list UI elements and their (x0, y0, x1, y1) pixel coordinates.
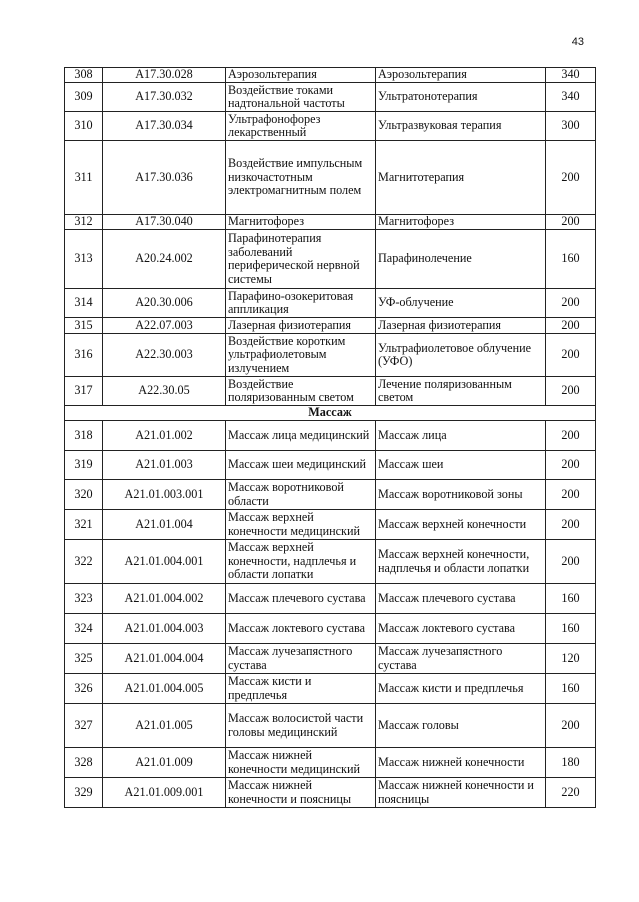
row-number: 318 (65, 421, 103, 451)
service-name: Массаж нижней конечности и поясницы (376, 778, 546, 808)
service-description: Аэрозольтерапия (226, 68, 376, 83)
service-name: Массаж головы (376, 704, 546, 748)
service-code: A22.30.003 (103, 334, 226, 377)
table-row (65, 614, 596, 644)
service-description: Парафино-озокеритовая аппликация (226, 289, 376, 318)
row-number: 312 (65, 215, 103, 230)
service-name: Массаж шеи (376, 451, 546, 480)
service-name: Массаж лучезапястного сустава (376, 644, 546, 674)
row-number: 308 (65, 68, 103, 83)
service-price: 200 (546, 421, 596, 451)
service-description: Массаж нижней конечности и поясницы (226, 778, 376, 808)
service-price: 200 (546, 141, 596, 215)
service-price: 200 (546, 318, 596, 334)
row-number: 310 (65, 112, 103, 141)
service-description: Лазерная физиотерапия (226, 318, 376, 334)
service-description: Массаж верхней конечности медицинский (226, 510, 376, 540)
row-number: 323 (65, 584, 103, 614)
table-row (65, 480, 596, 510)
service-description: Массаж плечевого сустава (226, 584, 376, 614)
service-code: A22.07.003 (103, 318, 226, 334)
service-name: Ультразвуковая терапия (376, 112, 546, 141)
service-description: Воздействие поляризованным светом (226, 377, 376, 406)
service-name: Магнитофорез (376, 215, 546, 230)
service-price: 120 (546, 644, 596, 674)
service-price: 200 (546, 704, 596, 748)
service-price: 160 (546, 614, 596, 644)
service-description: Массаж локтевого сустава (226, 614, 376, 644)
service-name: Ультрафиолетовое облучение (УФО) (376, 334, 546, 377)
table-row (65, 674, 596, 704)
service-description: Массаж верхней конечности, надплечья и области лопатки (226, 540, 376, 584)
row-number: 314 (65, 289, 103, 318)
service-code: A17.30.032 (103, 83, 226, 112)
service-name: Массаж локтевого сустава (376, 614, 546, 644)
service-code: A21.01.004.004 (103, 644, 226, 674)
service-code: A21.01.004.002 (103, 584, 226, 614)
row-number: 311 (65, 141, 103, 215)
service-price: 200 (546, 215, 596, 230)
row-number: 316 (65, 334, 103, 377)
service-description: Воздействие коротким ультрафиолетовым излучением (226, 334, 376, 377)
table-row (65, 141, 596, 215)
table-row (65, 540, 596, 584)
service-name: Массаж нижней конечности (376, 748, 546, 778)
row-number: 325 (65, 644, 103, 674)
service-code: A21.01.002 (103, 421, 226, 451)
row-number: 324 (65, 614, 103, 644)
service-code: A21.01.004.001 (103, 540, 226, 584)
service-name: Массаж лица (376, 421, 546, 451)
service-price: 160 (546, 230, 596, 289)
service-code: A20.24.002 (103, 230, 226, 289)
service-code: A17.30.036 (103, 141, 226, 215)
service-price: 200 (546, 510, 596, 540)
service-description: Массаж лица медицинский (226, 421, 376, 451)
service-name: Лечение поляризованным светом (376, 377, 546, 406)
table-row (65, 421, 596, 451)
service-description: Массаж нижней конечности медицинский (226, 748, 376, 778)
service-description: Массаж лучезапястного сустава (226, 644, 376, 674)
service-code: A17.30.028 (103, 68, 226, 83)
service-price: 300 (546, 112, 596, 141)
service-price: 340 (546, 83, 596, 112)
service-code: A21.01.009 (103, 748, 226, 778)
service-description: Ультрафонофорез лекарственный (226, 112, 376, 141)
table-row (65, 112, 596, 141)
service-price: 340 (546, 68, 596, 83)
table-row (65, 230, 596, 289)
row-number: 317 (65, 377, 103, 406)
service-name: Массаж верхней конечности (376, 510, 546, 540)
service-code: A20.30.006 (103, 289, 226, 318)
service-description: Массаж кисти и предплечья (226, 674, 376, 704)
service-description: Магнитофорез (226, 215, 376, 230)
service-code: A21.01.009.001 (103, 778, 226, 808)
service-description: Воздействие токами надтональной частоты (226, 83, 376, 112)
service-price: 160 (546, 584, 596, 614)
table-row (65, 584, 596, 614)
table-row (65, 68, 596, 83)
service-price: 200 (546, 451, 596, 480)
service-price: 180 (546, 748, 596, 778)
service-code: A21.01.003.001 (103, 480, 226, 510)
table-row (65, 510, 596, 540)
service-description: Массаж воротниковой области (226, 480, 376, 510)
service-code: A21.01.004.003 (103, 614, 226, 644)
service-code: A22.30.05 (103, 377, 226, 406)
service-name: Парафинолечение (376, 230, 546, 289)
service-price: 200 (546, 540, 596, 584)
table-row (65, 704, 596, 748)
service-price: 220 (546, 778, 596, 808)
table-row (65, 377, 596, 406)
services-price-table (64, 67, 596, 808)
table-row (65, 83, 596, 112)
service-name: Массаж верхней конечности, надплечья и области лопатки (376, 540, 546, 584)
service-code: A17.30.040 (103, 215, 226, 230)
row-number: 321 (65, 510, 103, 540)
row-number: 327 (65, 704, 103, 748)
section-header-row (65, 406, 596, 421)
service-price: 200 (546, 289, 596, 318)
page-number: 43 (571, 36, 584, 48)
service-code: A21.01.004.005 (103, 674, 226, 704)
table-row (65, 318, 596, 334)
row-number: 322 (65, 540, 103, 584)
service-code: A21.01.004 (103, 510, 226, 540)
service-name: Массаж воротниковой зоны (376, 480, 546, 510)
row-number: 315 (65, 318, 103, 334)
service-name: Аэрозольтерапия (376, 68, 546, 83)
service-name: Массаж плечевого сустава (376, 584, 546, 614)
service-price: 200 (546, 480, 596, 510)
service-name: Ультратонотерапия (376, 83, 546, 112)
service-code: A21.01.005 (103, 704, 226, 748)
service-price: 160 (546, 674, 596, 704)
table-row (65, 748, 596, 778)
row-number: 309 (65, 83, 103, 112)
table-row (65, 289, 596, 318)
service-price: 200 (546, 377, 596, 406)
service-description: Парафинотерапия заболеваний периферической нервной системы (226, 230, 376, 289)
service-price: 200 (546, 334, 596, 377)
table-body (65, 68, 596, 808)
row-number: 326 (65, 674, 103, 704)
table-row (65, 334, 596, 377)
service-code: A21.01.003 (103, 451, 226, 480)
service-description: Воздействие импульсным низкочастотным электромагнитным полем (226, 141, 376, 215)
section-title: Массаж (65, 406, 596, 421)
service-name: Магнитотерапия (376, 141, 546, 215)
service-name: Массаж кисти и предплечья (376, 674, 546, 704)
service-name: УФ-облучение (376, 289, 546, 318)
row-number: 313 (65, 230, 103, 289)
row-number: 320 (65, 480, 103, 510)
row-number: 329 (65, 778, 103, 808)
service-description: Массаж волосистой части головы медицинский (226, 704, 376, 748)
service-name: Лазерная физиотерапия (376, 318, 546, 334)
service-code: A17.30.034 (103, 112, 226, 141)
table-row (65, 215, 596, 230)
row-number: 319 (65, 451, 103, 480)
row-number: 328 (65, 748, 103, 778)
service-description: Массаж шеи медицинский (226, 451, 376, 480)
table-row (65, 778, 596, 808)
table-row (65, 644, 596, 674)
table-row (65, 451, 596, 480)
